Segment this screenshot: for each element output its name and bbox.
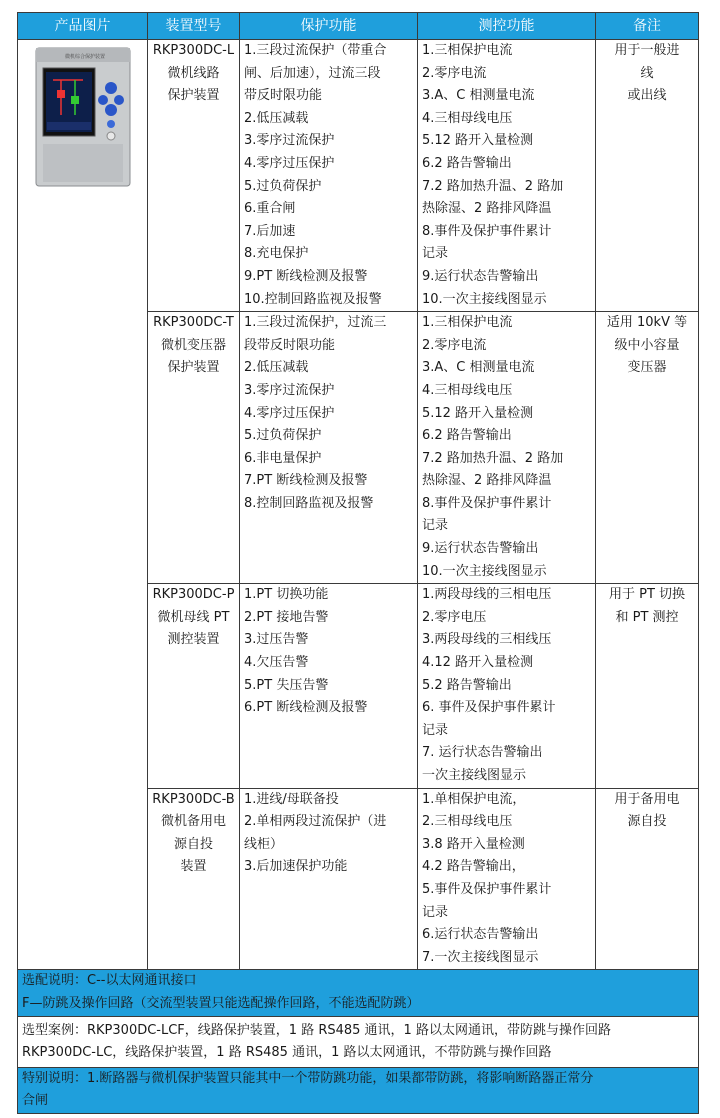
control-item: 4.三相母线电压	[422, 110, 513, 126]
control-item: 2.零序电压	[422, 609, 487, 625]
header-device-model: 装置型号	[148, 13, 240, 40]
control-cell-t	[418, 312, 596, 584]
protection-item: 5.过负荷保护	[244, 428, 322, 444]
protection-item: 2.低压减载	[244, 110, 309, 126]
note-cell-b	[596, 788, 699, 970]
protection-item: 6.重合闸	[244, 201, 296, 217]
control-item: 3.两段母线的三相线压	[422, 632, 552, 648]
model-text: 保护装置	[167, 360, 220, 376]
control-item: 9.运行状态告警输出	[422, 268, 539, 284]
protection-item: 4.欠压告警	[244, 655, 309, 671]
note-text: 源自投	[627, 814, 667, 830]
note-cell-p	[596, 584, 699, 788]
control-item: 5.2 路告警输出	[422, 677, 512, 693]
protection-item: 3.后加速保护功能	[244, 859, 348, 875]
model-text: 保护装置	[167, 88, 220, 104]
example-line: RKP300DC-LC，线路保护装置，1 路 RS485 通讯，1 路以太网通讯，不带防跳与操作回路	[22, 1044, 552, 1060]
control-item: 6.运行状态告警输出	[422, 927, 539, 943]
control-item: 10.一次主接线图显示	[422, 291, 547, 307]
protection-item: 1.三段过流保护（带重合	[244, 43, 387, 58]
header-remarks: 备注	[596, 13, 699, 40]
selection-note-line: F—防跳及操作回路（交流型装置只能选配操作回路，不能选配防跳）	[22, 995, 420, 1011]
protection-cell-p	[240, 584, 418, 788]
note-text: 级中小容量	[614, 337, 680, 353]
model-cell-b	[148, 788, 240, 970]
control-item: 2.零序电流	[422, 65, 487, 81]
model-cell-t	[148, 312, 240, 584]
control-item: 记录	[422, 246, 449, 262]
control-item: 记录	[422, 518, 449, 534]
control-item: 1.三相保护电流	[422, 315, 513, 331]
control-item: 8.事件及保护事件累计	[422, 223, 552, 239]
model-cell-p	[148, 584, 240, 788]
protection-item: 1.PT 切换功能	[244, 587, 329, 603]
example-row	[18, 1016, 699, 1067]
model-text: RKP300DC-T	[153, 315, 234, 331]
note-text: 线	[640, 65, 654, 81]
protection-item: 8.控制回路监视及报警	[244, 495, 374, 511]
special-note-row	[18, 1067, 699, 1113]
protection-item: 4.零序过压保护	[244, 405, 335, 421]
table-row	[18, 40, 699, 312]
protection-item: 1.进线/母联备投	[244, 791, 339, 807]
control-item: 10.一次主接线图显示	[422, 563, 547, 579]
special-note-line: 合闸	[22, 1093, 49, 1109]
model-text: 测控装置	[167, 632, 220, 648]
protection-item: 2.低压减载	[244, 360, 309, 376]
model-text: RKP300DC-B	[152, 791, 235, 807]
protection-item: 3.零序过流保护	[244, 133, 335, 149]
note-text: 用于 PT 切换	[608, 587, 686, 603]
protection-item: 闸、后加速），过流三段	[244, 65, 381, 81]
control-item: 6.2 路告警输出	[422, 428, 512, 444]
control-item: 热除湿、2 路排风降温	[422, 473, 552, 489]
protection-item: 段带反时限功能	[244, 337, 336, 353]
control-item: 2.零序电流	[422, 337, 487, 353]
model-cell-l	[148, 40, 240, 312]
control-cell-b	[418, 788, 596, 970]
table-header-row	[18, 13, 699, 40]
example-line: 选型案例：RKP300DC-LCF，线路保护装置，1 路 RS485 通讯，1 路以太网通讯，带防跳与操作回路	[22, 1022, 611, 1038]
protection-cell-b	[240, 788, 418, 970]
control-item: 一次主接线图显示	[422, 768, 527, 783]
control-item: 7.2 路加热升温、2 路加	[422, 178, 564, 194]
control-item: 5.12 路开入量检测	[422, 405, 534, 421]
note-text: 或出线	[627, 88, 667, 104]
note-text: 变压器	[627, 360, 667, 376]
model-text: 微机线路	[167, 65, 220, 81]
protection-item: 8.充电保护	[244, 246, 309, 262]
control-item: 6.2 路告警输出	[422, 155, 512, 171]
control-item: 记录	[422, 722, 449, 738]
protection-item: 1.三段过流保护，过流三	[244, 315, 387, 331]
protection-item: 2.PT 接地告警	[244, 609, 329, 625]
model-text: RKP300DC-P	[152, 587, 235, 603]
note-cell-l	[596, 40, 699, 312]
control-item: 5.事件及保护事件累计	[422, 881, 552, 897]
product-spec-table	[17, 12, 699, 1114]
control-cell-p	[418, 584, 596, 788]
protection-device-image	[33, 40, 133, 190]
protection-item: 线柜）	[244, 836, 284, 852]
selection-note-row	[18, 970, 699, 1016]
note-text: 用于一般进	[614, 43, 680, 58]
control-item: 5.12 路开入量检测	[422, 133, 534, 149]
device-label: 微机综合保护装置	[64, 54, 105, 60]
product-image-cell	[18, 40, 148, 970]
protection-item: 4.零序过压保护	[244, 155, 335, 171]
control-item: 8.事件及保护事件累计	[422, 495, 552, 511]
protection-item: 7.PT 断线检测及报警	[244, 473, 368, 489]
selection-note-line: 选配说明：C--以太网通讯接口	[22, 973, 197, 989]
control-item: 热除湿、2 路排风降温	[422, 201, 552, 217]
model-text: 源自投	[173, 836, 213, 852]
control-item: 7. 运行状态告警输出	[422, 745, 543, 761]
protection-item: 3.零序过流保护	[244, 382, 335, 398]
header-measurement-control: 测控功能	[418, 13, 596, 40]
protection-cell-t	[240, 312, 418, 584]
control-item: 3.A、C 相测量电流	[422, 88, 535, 104]
model-text: 微机备用电	[160, 814, 226, 830]
protection-item: 3.过压告警	[244, 632, 309, 648]
control-item: 4.三相母线电压	[422, 382, 513, 398]
control-item: 3.A、C 相测量电流	[422, 360, 535, 376]
protection-item: 7.后加速	[244, 223, 296, 239]
header-protection-function: 保护功能	[240, 13, 418, 40]
protection-item: 5.过负荷保护	[244, 178, 322, 194]
selection-example	[18, 1016, 699, 1067]
protection-item: 2.单相两段过流保护（进	[244, 814, 387, 830]
control-item: 9.运行状态告警输出	[422, 541, 539, 557]
model-text: 微机变压器	[160, 337, 226, 353]
control-item: 7.一次主接线图显示	[422, 949, 539, 965]
special-note-line: 特别说明：1.断路器与微机保护装置只能其中一个带防跳功能，如果都带防跳，将影响断路器正常分	[22, 1070, 594, 1086]
note-text: 用于备用电	[614, 791, 680, 807]
protection-cell-l	[240, 40, 418, 312]
control-item: 4.2 路告警输出，	[422, 859, 525, 875]
protection-item: 带反时限功能	[244, 88, 323, 104]
special-note	[18, 1067, 699, 1113]
control-item: 4.12 路开入量检测	[422, 655, 534, 671]
control-item: 6. 事件及保护事件累计	[422, 700, 556, 716]
control-item: 3.8 路开入量检测	[422, 836, 525, 852]
note-text: 适用 10kV 等	[606, 315, 688, 331]
control-item: 1.单相保护电流，	[422, 791, 526, 807]
note-cell-t	[596, 312, 699, 584]
control-item: 记录	[422, 904, 449, 920]
protection-item: 10.控制回路监视及报警	[244, 291, 382, 307]
model-text: 微机母线 PT	[157, 609, 230, 625]
selection-note	[18, 970, 699, 1016]
model-text: 装置	[180, 859, 207, 875]
control-item: 1.两段母线的三相电压	[422, 587, 552, 603]
protection-item: 9.PT 断线检测及报警	[244, 268, 368, 284]
note-text: 和 PT 测控	[615, 609, 679, 625]
control-item: 2.三相母线电压	[422, 814, 513, 830]
protection-item: 6.PT 断线检测及报警	[244, 700, 368, 716]
control-item: 7.2 路加热升温、2 路加	[422, 450, 564, 466]
protection-item: 6.非电量保护	[244, 450, 322, 466]
header-product-image: 产品图片	[18, 13, 148, 40]
control-item: 1.三相保护电流	[422, 43, 513, 58]
model-text: RKP300DC-L	[152, 43, 235, 58]
control-cell-l	[418, 40, 596, 312]
protection-item: 5.PT 失压告警	[244, 677, 329, 693]
